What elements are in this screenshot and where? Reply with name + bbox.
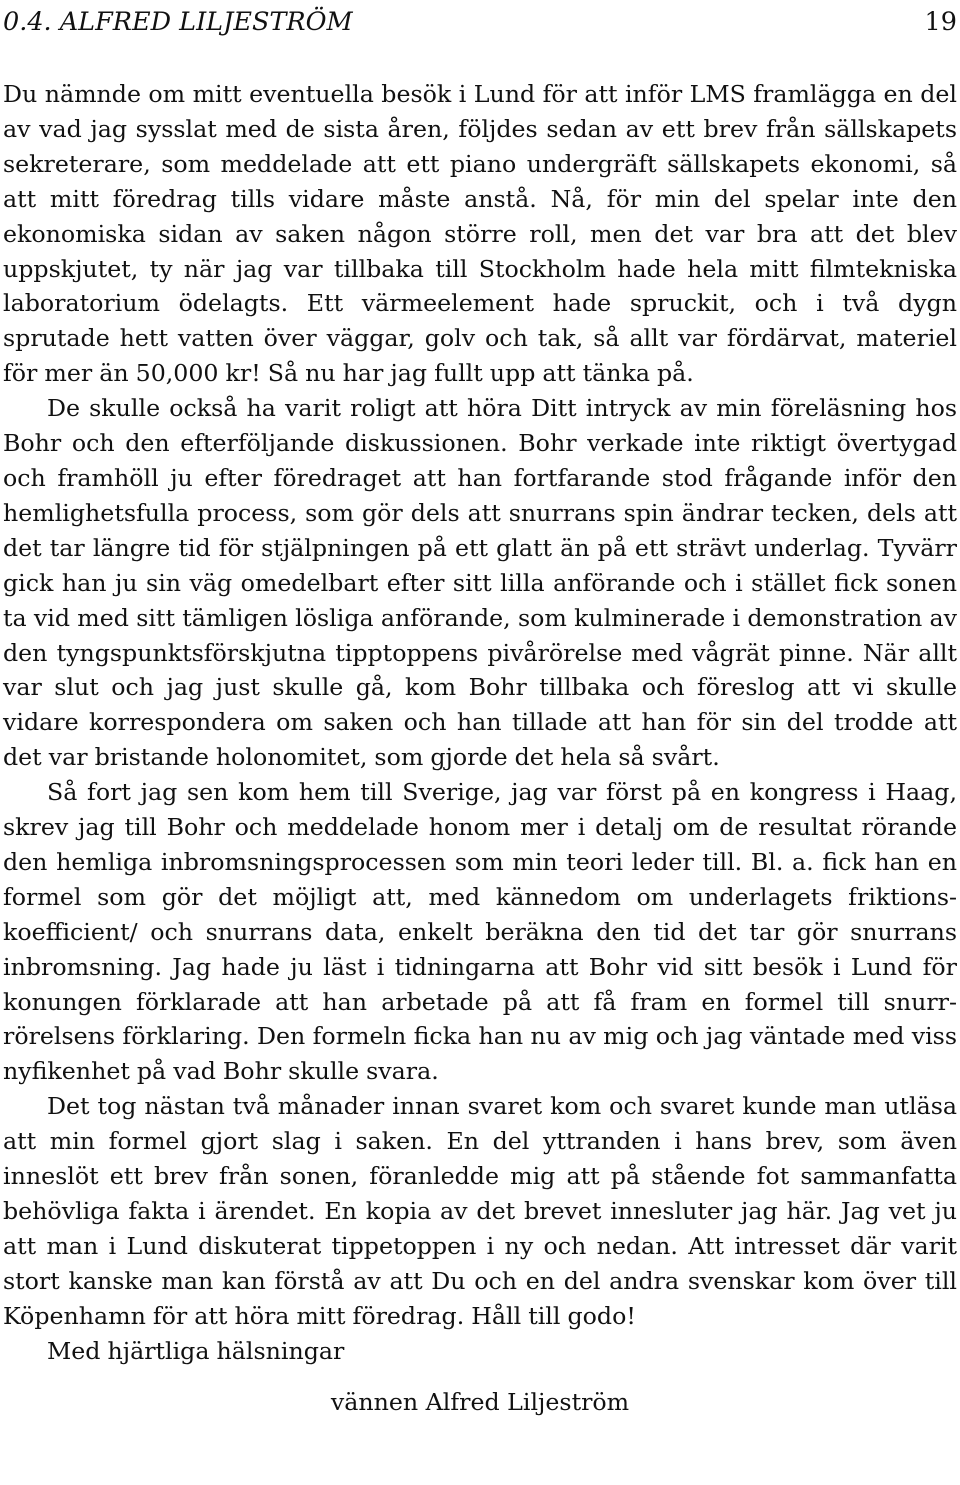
paragraph-2: De skulle också ha varit roligt att höra Ditt intryck av min föreläsning hos Bohr och den efterföljande diskussionen. Bohr verkade inte riktigt övertygad och framhöll ju efter föredraget att han fortfarande stod frågande inför den hemlighetsfulla process, som gör dels att snurrans spin ändrar tecken, dels att det tar längre tid för stjälpningen på ett glatt än på ett strävt underlag. Tyvärr gick han ju sin väg omedelbart efter sitt lilla anförande och i stället fick sonen ta vid med sitt tämligen lösliga anförande, som kulminerade i demonstration av den tyngspunktsförskjutna tipptoppens pivårörelse med vågrät pinne. När allt var slut och jag just skulle gå, kom Bohr tillbaka och föreslog att vi skulle vidare korrespondera om saken och han tillade att han för sin del trodde att det var bristande holonomitet, som gjorde det hela så svårt. (3, 394, 957, 772)
paragraph-1: Du nämnde om mitt eventuella besök i Lund för att inför LMS framlägga en del av vad jag sysslat med de sista åren, följdes sedan av ett brev från sällskapets sekreterare, som meddelade att ett piano undergräft sällskapets ekonomi, så att mitt föredrag tills vidare måste anstå. Nå, för min del spelar inte den ekonomiska sidan av saken någon större roll, men det var bra att det blev uppskjutet, ty när jag var tillbaka till Stockholm hade hela mitt filmtekniska laboratorium ödelagts. Ett värmeelement hade spruckit, och i två dygn sprutade hett vatten över väggar, golv och tak, så allt var fördärvat, materiel för mer än 50,000 kr! Så nu har jag fullt upp att tänka på. (3, 80, 957, 388)
paragraph-3: Så fort jag sen kom hem till Sverige, jag var först på en kongress i Haag, skrev jag till Bohr och meddelade honom mer i detalj om de resultat rörande den hemliga inbromsningsprocessen som min teori leder till. Bl. a. fick han en formel som gör det möjligt att, med kännedom om underlagets friktionskoefficient/ och snurrans data, enkelt beräkna den tid det tar gör snurrans inbromsning. Jag hade ju läst i tidningarna att Bohr vid sitt besök i Lund för konungen förklarade att han arbetade på att få fram en formel till snurrrörelsens förklaring. Den formeln ficka han nu av mig och jag väntade med viss nyfikenhet på vad Bohr skulle svara. (3, 778, 957, 1086)
paragraph-4: Det tog nästan två månader innan svaret kom och svaret kunde man utläsa att min formel gjort slag i saken. En del yttranden i hans brev, som även inneslöt ett brev från sonen, föranledde mig att på stående fot sammanfatta behövliga fakta i ärendet. En kopia av det brevet innesluter jag här. Jag vet ju att man i Lund diskuterat tippetoppen i ny och nedan. Att intresset där varit stort kanske man kan förstå av att Du och en del andra svenskar kom över till Köpenhamn för att höra mitt föredrag. Håll till godo! (3, 1092, 957, 1330)
running-header (3, 0, 957, 44)
page-number: 19 (924, 7, 957, 37)
section-heading: 0.4. ALFRED LILJESTRÖM (3, 7, 353, 37)
letter-body (3, 77, 957, 1369)
closing-salutation: Med hjärtliga hälsningar (47, 1336, 345, 1365)
signature: vännen Alfred Liljeström (330, 1387, 630, 1416)
document-page (3, 0, 957, 1419)
